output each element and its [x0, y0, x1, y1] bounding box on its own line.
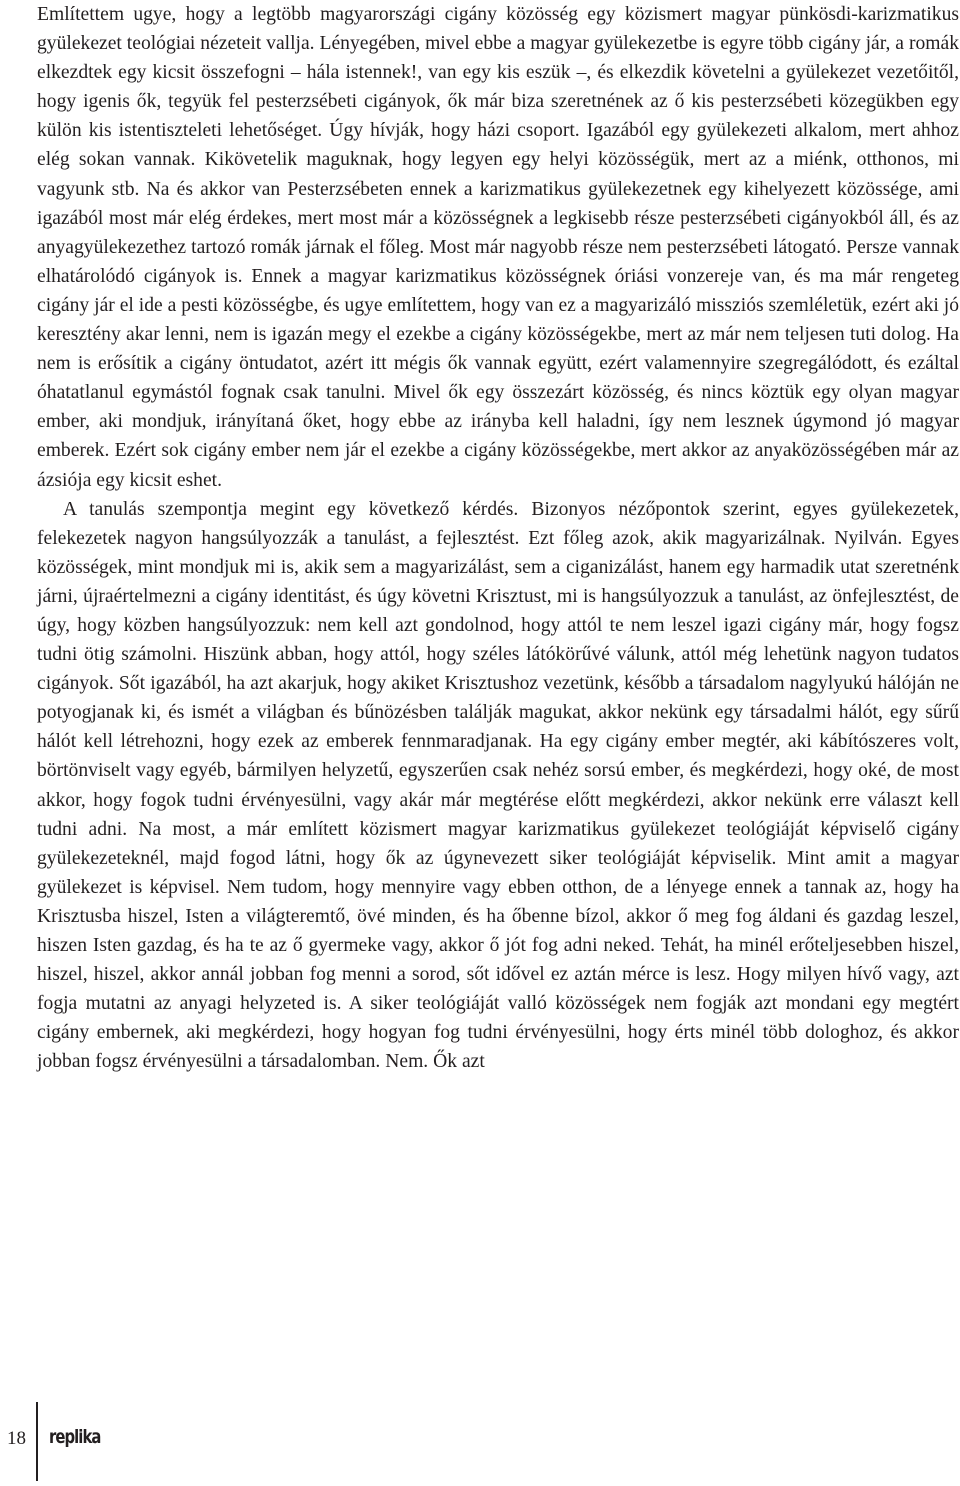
paragraph: A tanulás szempontja megint egy következő kérdés. Bizonyos nézőpontok szerint, egyes gyülekezetek, felekezetek nagyon hangsúlyozzák a tanulást, a fejlesztést. Ezt főleg azok, akik magyarizálnak. Nyilván. Egyes közösségek, mint mondjuk mi is, akik sem a magyarizálást, sem a ciganizálást, hanem egy harmadik utat szeretnénk járni, újraértelmezni a cigány identitást, és úgy követni Krisztust, mi is hangsúlyozzuk a tanulást, az önfejlesztést, de úgy, hogy közben hangsúlyozzuk: nem kell azt gondolnod, hogy attól te nem leszel igazi cigány már, hogy fogsz tudni ötig számolni. Hiszünk abban, hogy attól, hogy széles látókörűvé válunk, attól még lehetünk nagyon tudatos cigányok. Sőt igazából, ha azt akarjuk, hogy akiket Krisztushoz vezetünk, később a társadalom nagylyukú hálóján ne potyogjanak ki, és ismét a világban és bűnözésben találják magukat, akkor nekünk egy társadalmi hálót, egy sűrű hálót kell létrehozni, hogy ezek az emberek fennmaradjanak. Ha egy cigány ember megtér, aki kábítószeres volt, börtönviselt vagy egyéb, bármilyen helyzetű, egyszerűen csak nehéz sorsú ember, és megkérdezi, hogy oké, de most akkor, hogy fogok tudni érvényesülni, vagy akár már megtérése előtt megkérdezi, akkor nekünk erre választ kell tudni adni. Na most, a már említett közismert magyar karizmatikus gyülekezet teológiáját képviselő cigány gyülekezeteknél, majd fogod látni, hogy ők az úgynevezett siker teológiáját képviselik. Mint amit a magyar gyülekezet is képvisel. Nem tudom, hogy mennyire vagy ebben otthon, de a lényege ennek a tannak az, hogy ha Krisztusba hiszel, Isten a világteremtő, övé minden, és ha őbenne bízol, akkor ő meg fog áldani és gazdag leszel, hiszen Isten gazdag, és ha te az ő gyermeke vagy, akkor ő jót fog adni neked. Tehát, ha minél erőteljesebben hiszel, hiszel, hiszel, akkor annál jobban fog menni a sorod, sőt idővel ez aztán mérce is lesz. Hogy milyen hívő vagy, azt fogja mutatni az anyagi helyzeted is. A siker teológiáját valló közösségek nem fogják azt mondani egy megtért cigány embernek, aki megkérdezi, hogy hogyan fog tudni érvényesülni, hogy érts minél több dologhoz, és akkor jobban fogsz érvényesülni a társadalomban. Nem. Ők azt [37, 498, 959, 1073]
paragraph: Említettem ugye, hogy a legtöbb magyarországi cigány közösség egy közismert magyar pünkösdi-karizmatikus gyülekezet teológiai nézeteit vallja. Lényegében, mivel ebbe a magyar gyülekezetbe is egyre több cigány jár, a romák elkezdtek egy kicsit összefogni – hála istennek!, van egy kis eszük –, és elkezdik követelni a gyülekezet vezetőitől, hogy igenis ők, tegyük fel pesterzsébeti cigányok, ők már biza szeretnének az ő kis pesterzsébeti közegükben egy külön kis istentiszteleti lehetőséget. Úgy hívják, hogy házi csoport. Igazából egy gyülekezeti alkalom, mert ahhoz elég sokan vannak. Kikövetelik maguknak, hogy legyen egy helyi közösségük, mert az a miénk, otthonos, mi vagyunk stb. Na és akkor van Pesterzsébeten ennek a karizmatikus gyülekezetnek egy kihelyezett közössége, ami igazából most már elég érdekes, mert most már a közösségnek a legkisebb része pesterzsébeti cigányokból áll, és az anyagyülekezethez tartozó romák járnak el főleg. Most már nagyobb része nem pesterzsébeti látogató. Persze vannak elhatárolódó cigányok is. Ennek a magyar karizmatikus közösségnek óriási vonzereje van, és ma már rengeteg cigány jár el ide a pesti közösségbe, és ugye említettem, hogy van ez a magyarizáló missziós szemléletük, ezért aki jó keresztény akar lenni, nem is igazán megy el ezekbe a cigány közösségekbe, mert az már nem teljesen tuti dolog. Ha nem is erősítik a cigány öntudatot, azért itt mégis ők vannak együtt, ezért valamennyire szegregálódott, és ezáltal óhatatlanul egymástól fognak csak tanulni. Mivel ők egy összezárt közösség, és nincs köztük egy olyan magyar ember, aki mondjuk, irányítaná őket, hogy ebbe az irányba kell haladni, így nem lesznek úgymond jó magyar emberek. Ezért sok cigány ember nem jár el ezekbe a cigány közösségekbe, mert akkor az anyaközösségében már az ázsiója egy kicsit eshet. [37, 4, 959, 491]
article-body [37, 0, 959, 1076]
journal-logo: replika [49, 1426, 101, 1448]
footer-divider [36, 1402, 38, 1481]
page-number: 18 [7, 1428, 26, 1449]
